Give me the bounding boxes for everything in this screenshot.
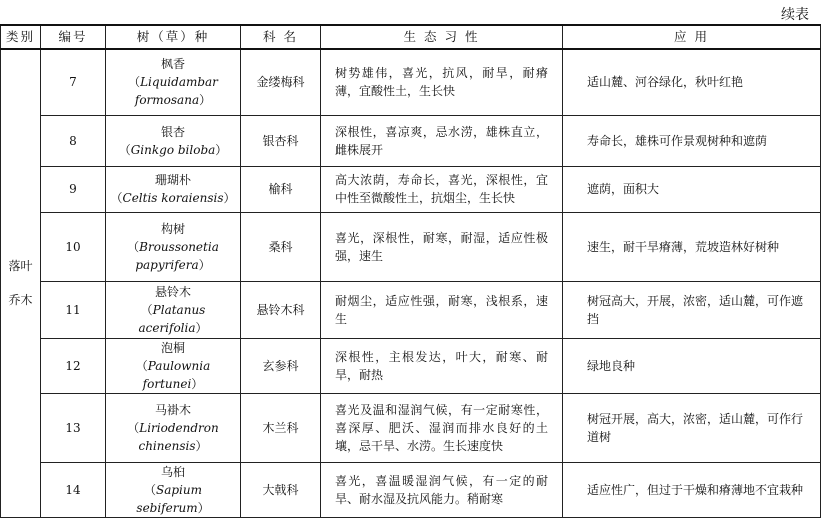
species-name: 珊瑚朴 [154,173,191,187]
species-name: 枫香 [160,57,185,72]
habit-cell: 喜光，喜温暖湿润气候，有一定的耐旱、耐水湿及抗风能力。稍耐寒 [321,462,563,517]
species-name: 悬铃木 [154,284,191,299]
species-latin: papyrifera） [135,257,211,272]
species-latin: （Broussonetia [127,239,219,254]
species-latin: （Celtis koraiensis） [110,191,236,205]
header-number: 编号 [41,25,106,49]
row-number: 11 [41,281,106,338]
table-header [1,25,821,49]
header-family: 科 名 [241,25,321,49]
habit-cell: 深根性，喜凉爽，忌水涝，雄株直立，雌株展开 [321,115,563,166]
row-number: 13 [41,393,106,462]
header-category: 类别 [1,25,41,49]
species-latin: （Liriodendron [127,420,219,435]
species-latin: （Platanus acerifolia） [138,302,208,335]
row-number: 14 [41,462,106,517]
species-latin: （Ginkgo biloba） [118,142,228,157]
category-line-1: 落叶 [8,259,33,274]
table-row [1,49,821,115]
species-name: 马褂木 [154,402,191,417]
family-cell: 木兰科 [241,393,321,462]
family-cell: 桑科 [241,212,321,281]
species-cell [106,338,241,393]
habit-cell: 树势雄伟，喜光，抗风，耐旱，耐瘠薄，宜酸性土，生长快 [321,49,563,115]
family-cell: 悬铃木科 [241,281,321,338]
species-latin: chinensis） [138,438,208,453]
habit-cell: 喜光及温和湿润气候，有一定耐寒性，喜深厚、肥沃、湿润而排水良好的土壤，忌干旱、水涝。生长速度快 [321,393,563,462]
species-latin: （Liquidambar [128,75,218,90]
row-number: 12 [41,338,106,393]
habit-cell: 喜光，深根性，耐寒，耐湿，适应性极强，速生 [321,212,563,281]
species-cell [106,281,241,338]
species-latin: formosana） [134,93,212,108]
species-name: 银杏 [160,124,185,139]
species-cell [106,49,241,115]
table-row [1,281,821,338]
habit-cell: 耐烟尘，适应性强，耐寒，浅根系，速生 [321,281,563,338]
application-cell: 适应性广，但过于干燥和瘠薄地不宜栽种 [563,462,821,517]
table-row [1,115,821,166]
header-application: 应 用 [563,25,821,49]
species-name: 乌桕 [160,464,185,479]
table-body [1,49,821,517]
header-species: 树（草）种 [106,25,241,49]
species-cell [106,115,241,166]
species-latin: （Sapium sebiferum） [136,482,210,515]
family-cell: 玄参科 [241,338,321,393]
header-habit: 生 态 习 性 [321,25,563,49]
species-cell [106,166,241,212]
species-name: 泡桐 [160,340,185,355]
row-number: 9 [41,166,106,212]
habit-cell: 高大浓荫，寿命长，喜光，深根性，宜中性至微酸性土，抗烟尘，生长快 [321,166,563,212]
tree-species-table [0,24,821,518]
table-row [1,212,821,281]
application-cell: 速生，耐干旱瘠薄，荒坡造林好树种 [563,212,821,281]
species-latin: （Paulownia fortunei） [135,358,211,391]
application-cell: 适山麓、河谷绿化，秋叶红艳 [563,49,821,115]
row-number: 10 [41,212,106,281]
application-cell: 树冠高大，开展，浓密，适山麓，可作遮挡 [563,281,821,338]
table-row [1,166,821,212]
application-cell: 遮荫，面积大 [563,166,821,212]
table-row [1,393,821,462]
application-cell: 树冠开展，高大，浓密，适山麓，可作行道树 [563,393,821,462]
table-row [1,462,821,517]
family-cell: 大戟科 [241,462,321,517]
species-cell [106,393,241,462]
continued-label: 续表 [781,7,809,23]
application-cell: 绿地良种 [563,338,821,393]
row-number: 8 [41,115,106,166]
application-cell: 寿命长，雄株可作景观树种和遮荫 [563,115,821,166]
habit-cell: 深根性，主根发达，叶大，耐寒、耐旱，耐热 [321,338,563,393]
species-cell [106,212,241,281]
family-cell: 银杏科 [241,115,321,166]
family-cell: 金缕梅科 [241,49,321,115]
family-cell: 榆科 [241,166,321,212]
species-cell [106,462,241,517]
category-line-2: 乔木 [8,293,33,308]
table-row [1,338,821,393]
category-cell [1,49,41,517]
row-number: 7 [41,49,106,115]
species-name: 构树 [160,221,185,236]
